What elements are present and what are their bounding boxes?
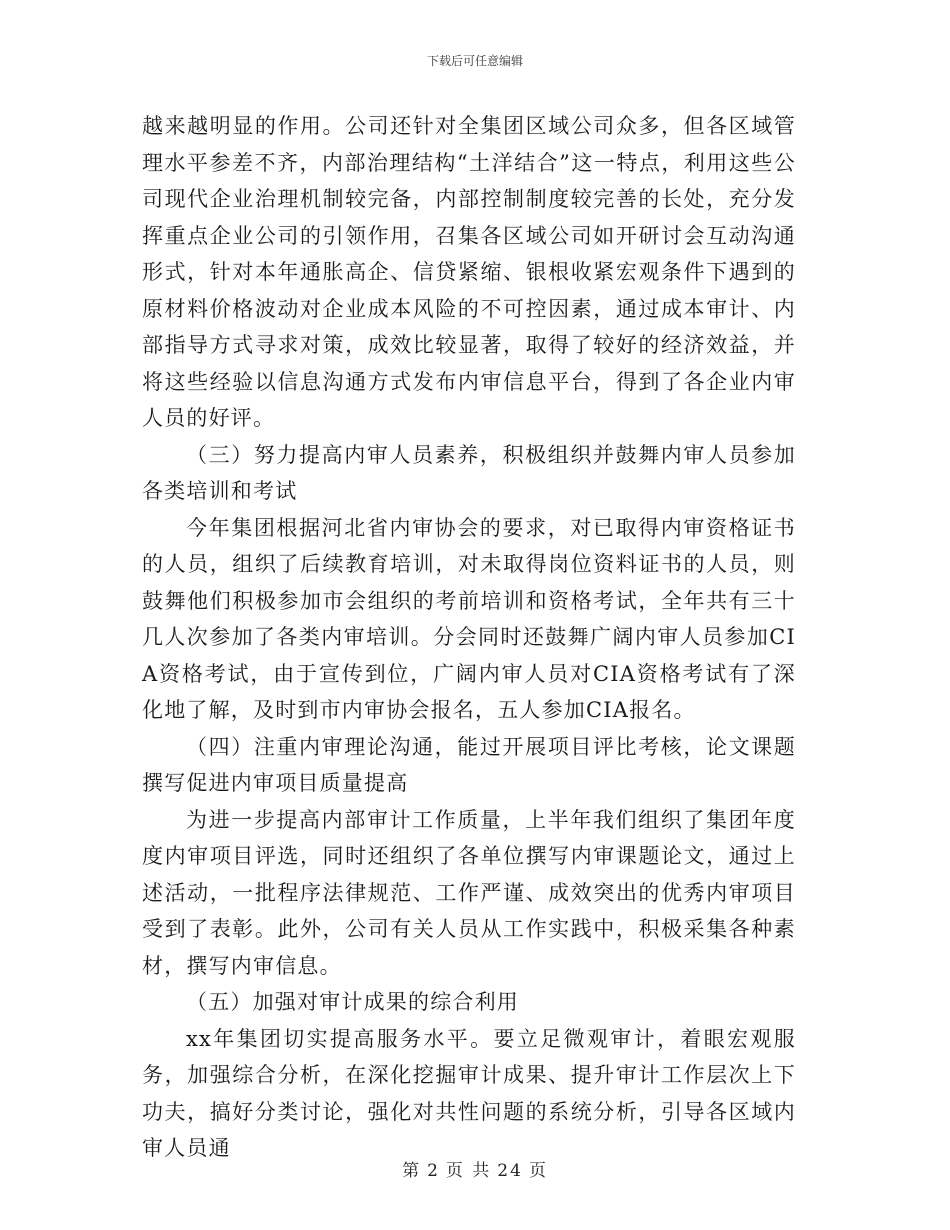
header-note: 下载后可任意编辑 (426, 54, 523, 68)
body-text (142, 108, 796, 1167)
total-pages: 24 (497, 1161, 523, 1181)
page-footer (0, 1156, 950, 1181)
footer-suffix: 页 (528, 1161, 548, 1181)
section-heading-5: （五）加强对审计成果的综合利用 (186, 990, 519, 1014)
paragraph-quality: 为进一步提高内部审计工作质量，上半年我们组织了集团年度度内审项目评选，同时还组织了各单位撰写内审课题论文，通过上述活动，一批程序法律规范、工作严谨、成效突出的优秀内审项目受到了表彰。此外，公司有关人员从工作实践中，积极采集各种素材，撰写内审信息。 (142, 807, 796, 978)
page-number: 2 (427, 1161, 440, 1181)
paragraph-service: xx年集团切实提高服务水平。要立足微观审计，着眼宏观服务，加强综合分析，在深化挖掘审计成果、提升审计工作层次上下功夫，搞好分类讨论，强化对共性问题的系统分析，引导各区域内审人员通 (142, 1026, 796, 1160)
section-heading-3: （三）努力提高内审人员素养，积极组织并鼓舞内审人员参加各类培训和考试 (142, 442, 796, 503)
section-heading-4: （四）注重内审理论沟通，能过开展项目评比考核，论文课题撰写促进内审项目质量提高 (142, 734, 796, 795)
footer-middle: 页 共 (445, 1161, 492, 1181)
footer-prefix: 第 (402, 1161, 422, 1181)
paragraph-training: 今年集团根据河北省内审协会的要求，对已取得内审资格证书的人员，组织了后续教育培训，对未取得岗位资料证书的人员，则鼓舞他们积极参加市会组织的考前培训和资格考试，全年共有三十几人次参加了各类内审培训。分会同时还鼓舞广阔内审人员参加CIA资格考试，由于宣传到位，广阔内审人员对CIA资格考试有了深化地了解，及时到市内审协会报名，五人参加CIA报名。 (142, 515, 796, 722)
paragraph-continuation: 越来越明显的作用。公司还针对全集团区域公司众多，但各区域管理水平参差不齐，内部治理结构“土洋结合”这一特点，利用这些公司现代企业治理机制较完备，内部控制制度较完善的长处，充分发挥重点企业公司的引领作用，召集各区域公司如开研讨会互动沟通形式，针对本年通胀高企、信贷紧缩、银根收紧宏观条件下遇到的原材料价格波动对企业成本风险的不可控因素，通过成本审计、内部指导方式寻求对策，成效比较显著，取得了较好的经济效益，并将这些经验以信息沟通方式发布内审信息平台，得到了各企业内审人员的好评。 (142, 114, 796, 430)
